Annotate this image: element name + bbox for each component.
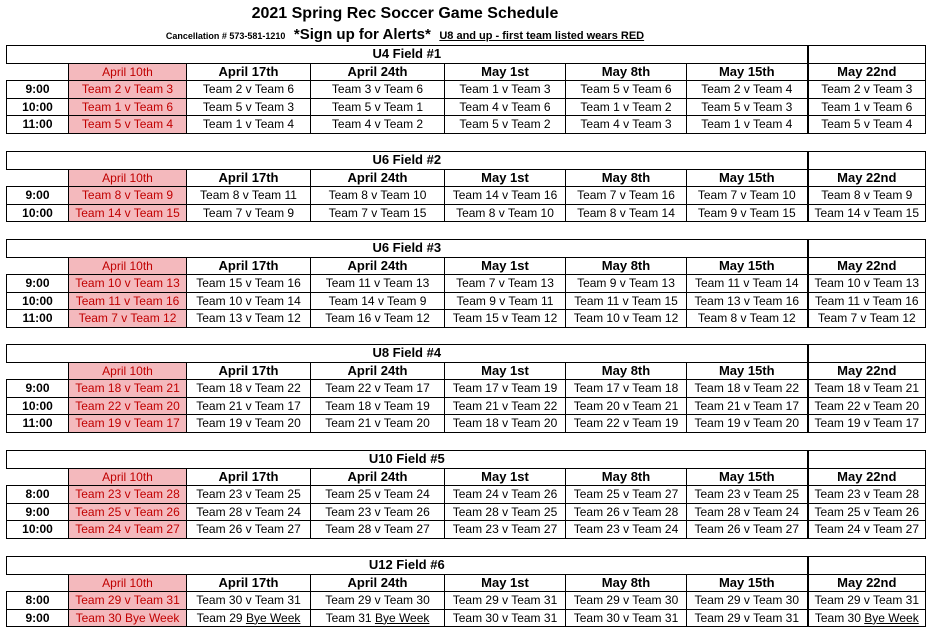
time-cell: 9:00 — [7, 275, 69, 293]
game-cell: Team 18 v Team 22 — [687, 380, 808, 398]
game-cell: Team 1 v Team 4 — [687, 116, 808, 134]
header-spacer — [808, 46, 926, 64]
date-header: May 15th — [687, 468, 808, 486]
game-cell: Team 7 v Team 12 — [69, 310, 187, 328]
header-spacer — [808, 451, 926, 469]
game-cell: Team 8 v Team 12 — [687, 310, 808, 328]
game-cell: Team 1 v Team 6 — [808, 98, 926, 116]
game-cell: Team 5 v Team 6 — [566, 81, 687, 99]
game-cell: Team 23 v Team 28 — [808, 486, 926, 504]
field-section — [6, 151, 926, 222]
game-cell: Team 26 v Team 27 — [687, 521, 808, 539]
game-cell: Team 24 v Team 27 — [69, 521, 187, 539]
time-cell: 11:00 — [7, 310, 69, 328]
game-cell: Team 13 v Team 16 — [687, 292, 808, 310]
field-header: U12 Field #6 — [7, 557, 808, 575]
game-cell: Team 4 v Team 2 — [311, 116, 445, 134]
field-header: U6 Field #3 — [7, 240, 808, 258]
game-cell: Team 17 v Team 18 — [566, 380, 687, 398]
game-cell: Team 22 v Team 17 — [311, 380, 445, 398]
game-cell: Team 8 v Team 11 — [187, 187, 311, 205]
game-cell: Team 24 v Team 27 — [808, 521, 926, 539]
game-cell: Team 7 v Team 10 — [687, 187, 808, 205]
game-cell: Team 23 v Team 25 — [187, 486, 311, 504]
game-cell: Team 29 v Team 31 — [808, 592, 926, 610]
game-cell: Team 10 v Team 14 — [187, 292, 311, 310]
game-cell: Team 9 v Team 13 — [566, 275, 687, 293]
date-header: May 15th — [687, 63, 808, 81]
game-cell: Team 1 v Team 3 — [445, 81, 566, 99]
game-cell: Team 11 v Team 15 — [566, 292, 687, 310]
game-cell: Team 23 v Team 24 — [566, 521, 687, 539]
game-cell: Team 16 v Team 12 — [311, 310, 445, 328]
game-cell: Team 1 v Team 2 — [566, 98, 687, 116]
table-row — [7, 116, 926, 134]
table-row — [7, 486, 926, 504]
field-section — [6, 344, 926, 433]
bye-week-label: Bye Week — [374, 610, 430, 625]
game-cell: Team 25 v Team 26 — [69, 503, 187, 521]
schedule-table — [6, 556, 926, 627]
game-cell: Team 19 v Team 20 — [187, 415, 311, 433]
game-cell: Team 29 v Team 30 — [311, 592, 445, 610]
schedule-table — [6, 151, 926, 222]
game-cell: Team 8 v Team 14 — [566, 204, 687, 222]
date-header: April 17th — [187, 362, 311, 380]
game-cell: Team 15 v Team 12 — [445, 310, 566, 328]
game-cell: Team 7 v Team 12 — [808, 310, 926, 328]
date-header: April 17th — [187, 574, 311, 592]
field-section — [6, 556, 926, 627]
game-cell: Team 17 v Team 19 — [445, 380, 566, 398]
game-cell: Team 30 Bye Week — [69, 609, 187, 627]
date-header: May 22nd — [808, 574, 926, 592]
game-cell: Team 14 v Team 15 — [808, 204, 926, 222]
game-cell: Team 5 v Team 2 — [445, 116, 566, 134]
game-cell: Team 21 v Team 22 — [445, 397, 566, 415]
game-cell: Team 9 v Team 15 — [687, 204, 808, 222]
time-cell: 11:00 — [7, 415, 69, 433]
date-header: May 15th — [687, 169, 808, 187]
alerts-signup: *Sign up for Alerts* — [293, 26, 431, 43]
header-spacer — [808, 152, 926, 170]
team-name: Team 29 — [196, 610, 246, 625]
game-cell: Team 7 v Team 15 — [311, 204, 445, 222]
table-row — [7, 292, 926, 310]
game-cell: Team 14 v Team 9 — [311, 292, 445, 310]
time-cell: 9:00 — [7, 503, 69, 521]
date-header: May 15th — [687, 574, 808, 592]
date-header: May 22nd — [808, 169, 926, 187]
bye-week-label: Bye Week — [245, 610, 301, 625]
game-cell: Team 22 v Team 20 — [69, 397, 187, 415]
date-header: May 1st — [445, 169, 566, 187]
game-cell: Team 8 v Team 9 — [69, 187, 187, 205]
game-cell: Team 23 v Team 27 — [445, 521, 566, 539]
date-header: April 24th — [311, 169, 445, 187]
time-cell: 8:00 — [7, 486, 69, 504]
date-header: April 24th — [311, 574, 445, 592]
field-header: U8 Field #4 — [7, 345, 808, 363]
date-header: April 17th — [187, 257, 311, 275]
game-cell: Team 28 v Team 24 — [687, 503, 808, 521]
date-header: April 10th — [69, 574, 187, 592]
game-cell: Team 5 v Team 4 — [808, 116, 926, 134]
game-cell: Team 29 v Team 30 — [687, 592, 808, 610]
table-row — [7, 187, 926, 205]
schedule-table — [6, 450, 926, 539]
game-cell: Team 3 v Team 6 — [311, 81, 445, 99]
time-cell: 11:00 — [7, 116, 69, 134]
page-title: 2021 Spring Rec Soccer Game Schedule — [251, 5, 559, 22]
time-cell: 10:00 — [7, 397, 69, 415]
time-cell: 9:00 — [7, 380, 69, 398]
date-header: May 1st — [445, 63, 566, 81]
game-cell: Team 1 v Team 4 — [187, 116, 311, 134]
game-cell: Team 20 v Team 21 — [566, 397, 687, 415]
table-row — [7, 592, 926, 610]
game-cell: Team 5 v Team 1 — [311, 98, 445, 116]
date-header: May 8th — [566, 257, 687, 275]
date-header: May 1st — [445, 468, 566, 486]
game-cell: Team 5 v Team 3 — [687, 98, 808, 116]
date-header: May 1st — [445, 574, 566, 592]
game-cell: Team 19 v Team 17 — [808, 415, 926, 433]
date-header: May 8th — [566, 574, 687, 592]
schedule-table — [6, 344, 926, 433]
game-cell: Team 7 v Team 9 — [187, 204, 311, 222]
game-cell: Team 4 v Team 6 — [445, 98, 566, 116]
header-spacer — [808, 240, 926, 258]
game-cell: Team 30 v Team 31 — [187, 592, 311, 610]
field-section — [6, 45, 926, 134]
subtitle — [0, 26, 810, 44]
game-cell: Team 19 v Team 20 — [687, 415, 808, 433]
date-header: April 17th — [187, 468, 311, 486]
game-cell: Team 11 v Team 16 — [69, 292, 187, 310]
game-cell: Team 25 v Team 26 — [808, 503, 926, 521]
time-cell: 9:00 — [7, 609, 69, 627]
corner-cell — [7, 169, 69, 187]
game-cell — [808, 609, 926, 627]
game-cell: Team 23 v Team 26 — [311, 503, 445, 521]
header-spacer — [808, 345, 926, 363]
table-row — [7, 380, 926, 398]
game-cell: Team 2 v Team 4 — [687, 81, 808, 99]
game-cell: Team 30 v Team 31 — [566, 609, 687, 627]
game-cell: Team 29 v Team 30 — [566, 592, 687, 610]
team-name: Team 31 — [325, 610, 375, 625]
date-header: May 8th — [566, 362, 687, 380]
game-cell: Team 11 v Team 13 — [311, 275, 445, 293]
game-cell: Team 24 v Team 26 — [445, 486, 566, 504]
red-team-note: U8 and up - first team listed wears RED — [439, 30, 645, 42]
game-cell: Team 23 v Team 25 — [687, 486, 808, 504]
game-cell: Team 10 v Team 13 — [808, 275, 926, 293]
table-row — [7, 81, 926, 99]
game-cell: Team 1 v Team 6 — [69, 98, 187, 116]
game-cell: Team 18 v Team 19 — [311, 397, 445, 415]
date-header: May 15th — [687, 362, 808, 380]
date-header: April 24th — [311, 362, 445, 380]
table-row — [7, 275, 926, 293]
game-cell: Team 8 v Team 9 — [808, 187, 926, 205]
time-cell: 9:00 — [7, 187, 69, 205]
game-cell: Team 10 v Team 13 — [69, 275, 187, 293]
team-name: Team 30 — [814, 610, 865, 625]
game-cell: Team 18 v Team 21 — [808, 380, 926, 398]
corner-cell — [7, 574, 69, 592]
date-header: April 17th — [187, 63, 311, 81]
field-header: U10 Field #5 — [7, 451, 808, 469]
corner-cell — [7, 362, 69, 380]
table-row — [7, 98, 926, 116]
game-cell: Team 25 v Team 27 — [566, 486, 687, 504]
date-header: April 10th — [69, 63, 187, 81]
game-cell: Team 4 v Team 3 — [566, 116, 687, 134]
game-cell: Team 26 v Team 28 — [566, 503, 687, 521]
bye-week-label: Bye Week — [864, 610, 919, 625]
field-header: U6 Field #2 — [7, 152, 808, 170]
game-cell: Team 28 v Team 25 — [445, 503, 566, 521]
date-header: May 1st — [445, 257, 566, 275]
game-cell: Team 28 v Team 27 — [311, 521, 445, 539]
date-header: April 24th — [311, 468, 445, 486]
game-cell — [311, 609, 445, 627]
time-cell: 10:00 — [7, 292, 69, 310]
table-row — [7, 609, 926, 627]
date-header: April 10th — [69, 362, 187, 380]
game-cell: Team 5 v Team 4 — [69, 116, 187, 134]
corner-cell — [7, 468, 69, 486]
date-header: May 22nd — [808, 63, 926, 81]
game-cell: Team 11 v Team 14 — [687, 275, 808, 293]
time-cell: 10:00 — [7, 204, 69, 222]
game-cell: Team 25 v Team 24 — [311, 486, 445, 504]
time-cell: 8:00 — [7, 592, 69, 610]
game-cell: Team 26 v Team 27 — [187, 521, 311, 539]
table-row — [7, 503, 926, 521]
game-cell: Team 14 v Team 15 — [69, 204, 187, 222]
date-header: May 22nd — [808, 362, 926, 380]
schedule-table — [6, 239, 926, 328]
field-section — [6, 450, 926, 539]
header-spacer — [808, 557, 926, 575]
date-header: April 24th — [311, 63, 445, 81]
game-cell: Team 18 v Team 22 — [187, 380, 311, 398]
game-cell: Team 8 v Team 10 — [311, 187, 445, 205]
date-header: April 24th — [311, 257, 445, 275]
game-cell: Team 18 v Team 20 — [445, 415, 566, 433]
game-cell: Team 29 v Team 31 — [69, 592, 187, 610]
date-header: May 8th — [566, 468, 687, 486]
game-cell: Team 8 v Team 10 — [445, 204, 566, 222]
game-cell: Team 13 v Team 12 — [187, 310, 311, 328]
game-cell: Team 29 v Team 31 — [445, 592, 566, 610]
date-header: April 10th — [69, 169, 187, 187]
table-row — [7, 397, 926, 415]
date-header: April 10th — [69, 468, 187, 486]
game-cell: Team 30 v Team 31 — [445, 609, 566, 627]
corner-cell — [7, 63, 69, 81]
game-cell: Team 7 v Team 13 — [445, 275, 566, 293]
time-cell: 10:00 — [7, 98, 69, 116]
date-header: May 22nd — [808, 257, 926, 275]
table-row — [7, 310, 926, 328]
time-cell: 9:00 — [7, 81, 69, 99]
field-section — [6, 239, 926, 328]
game-cell: Team 18 v Team 21 — [69, 380, 187, 398]
date-header: May 15th — [687, 257, 808, 275]
field-header: U4 Field #1 — [7, 46, 808, 64]
date-header: April 10th — [69, 257, 187, 275]
corner-cell — [7, 257, 69, 275]
game-cell — [187, 609, 311, 627]
time-cell: 10:00 — [7, 521, 69, 539]
date-header: May 8th — [566, 63, 687, 81]
game-cell: Team 2 v Team 3 — [69, 81, 187, 99]
game-cell: Team 19 v Team 17 — [69, 415, 187, 433]
game-cell: Team 9 v Team 11 — [445, 292, 566, 310]
game-cell: Team 15 v Team 16 — [187, 275, 311, 293]
game-cell: Team 22 v Team 20 — [808, 397, 926, 415]
game-cell: Team 28 v Team 24 — [187, 503, 311, 521]
schedule-table — [6, 45, 926, 134]
date-header: May 1st — [445, 362, 566, 380]
game-cell: Team 23 v Team 28 — [69, 486, 187, 504]
game-cell: Team 14 v Team 16 — [445, 187, 566, 205]
game-cell: Team 22 v Team 19 — [566, 415, 687, 433]
game-cell: Team 11 v Team 16 — [808, 292, 926, 310]
game-cell: Team 10 v Team 12 — [566, 310, 687, 328]
game-cell: Team 5 v Team 3 — [187, 98, 311, 116]
date-header: May 8th — [566, 169, 687, 187]
game-cell: Team 21 v Team 17 — [687, 397, 808, 415]
cancellation-number: Cancellation # 573-581-1210 — [165, 31, 286, 41]
game-cell: Team 21 v Team 20 — [311, 415, 445, 433]
table-row — [7, 204, 926, 222]
table-row — [7, 521, 926, 539]
game-cell: Team 21 v Team 17 — [187, 397, 311, 415]
game-cell: Team 2 v Team 3 — [808, 81, 926, 99]
date-header: April 17th — [187, 169, 311, 187]
game-cell: Team 29 v Team 31 — [687, 609, 808, 627]
date-header: May 22nd — [808, 468, 926, 486]
game-cell: Team 2 v Team 6 — [187, 81, 311, 99]
game-cell: Team 7 v Team 16 — [566, 187, 687, 205]
table-row — [7, 415, 926, 433]
